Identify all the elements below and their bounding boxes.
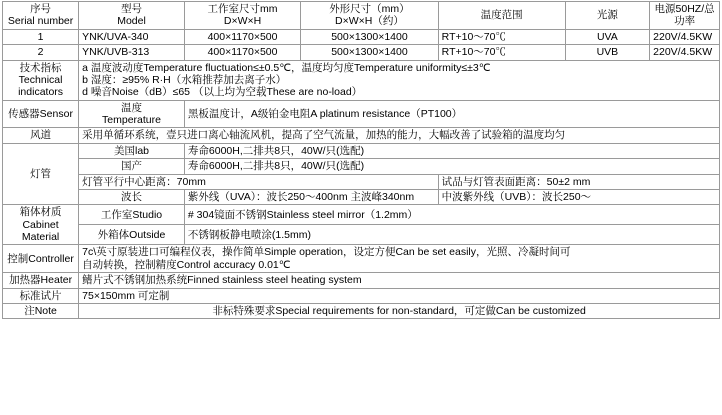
spec-row-lamp-distance	[3, 174, 720, 189]
row1-chamber: 400×1170×500	[184, 29, 300, 44]
row2-temp: RT+10～70℃	[438, 45, 565, 60]
header-outer-cn: 外形尺寸（mm）	[329, 3, 410, 15]
row1-model: YNK/UVA-340	[79, 29, 185, 44]
header-model	[79, 2, 185, 30]
row1-lamp: UVA	[565, 29, 650, 44]
header-light-source	[565, 2, 650, 30]
header-serial-en: Serial number	[7, 15, 74, 28]
sensor-sub-en: Temperature	[102, 114, 161, 126]
header-temperature-range	[438, 2, 565, 30]
header-outer-size	[301, 2, 438, 30]
technical-line-d: d 噪音Noise（dB）≤65 （以上均为空载These are no-load）	[82, 86, 363, 99]
label-cabinet-en: Cabinet Material	[21, 218, 60, 243]
label-note: 注Note	[3, 303, 79, 318]
row2-power: 220V/4.5KW	[650, 45, 720, 60]
value-note: 非标特殊要求Special requirements for non-standard，可定做Can be customized	[79, 303, 720, 318]
lamp-sub-domestic: 国产	[79, 159, 185, 174]
row1-temp: RT+10～70℃	[438, 29, 565, 44]
table-row	[3, 45, 720, 60]
label-standard-sample: 标准试片	[3, 288, 79, 303]
header-chamber-size	[184, 2, 300, 30]
lamp-sub-wavelength: 波长	[79, 189, 185, 204]
technical-line-b: b 湿度：≥95% R·H（水箱推荐加去离子水）	[82, 73, 287, 86]
label-technical-indicators	[3, 60, 79, 100]
specification-table	[2, 1, 720, 319]
header-model-en: Model	[117, 15, 146, 28]
lamp-sub-usa: 美国lab	[79, 143, 185, 158]
spec-row-heater	[3, 273, 720, 288]
table-row	[3, 29, 720, 44]
cabinet-sub-studio: 工作室Studio	[79, 205, 185, 225]
header-outer-en: D×W×H（约）	[335, 15, 404, 28]
value-air-duct: 采用单循环系统，壹只进口离心轴流风机，提高了空气流量，加热的能力，大幅改善了试验箱的温度均匀	[79, 128, 720, 143]
header-chamber-en: D×W×H	[223, 15, 262, 28]
row2-outer: 500×1300×1400	[301, 45, 438, 60]
header-serial	[3, 2, 79, 30]
spec-row-note	[3, 303, 720, 318]
row2-chamber: 400×1170×500	[184, 45, 300, 60]
header-power	[650, 2, 720, 30]
header-serial-cn: 序号	[30, 3, 52, 15]
row1-serial: 1	[3, 29, 79, 44]
value-wavelength-uva: 紫外线（UVA）：波长250～400nm 主波峰340nm	[184, 189, 438, 204]
label-sensor: 传感器Sensor	[3, 100, 79, 128]
value-sample-lamp-distance: 试品与灯管表面距离：50±2 mm	[438, 174, 719, 189]
row2-lamp: UVB	[565, 45, 650, 60]
controller-line-1: 7c\英寸原装进口可编程仪表，操作简单Simple operation，设定方便Can be set easily，光照、冷凝时间可	[82, 246, 571, 259]
table-header-row	[3, 2, 720, 30]
sensor-sub-cn: 温度	[121, 101, 143, 114]
header-chamber-cn: 工作室尺寸mm	[207, 3, 278, 15]
spec-row-lamp-domestic	[3, 159, 720, 174]
spec-row-cabinet-studio	[3, 205, 720, 225]
header-power-cn: 电源50HZ/总功率	[654, 3, 715, 28]
value-sensor: 黑板温度计，A级铂金电阻A platinum resistance（PT100）	[184, 100, 719, 128]
cabinet-sub-outside: 外箱体Outside	[79, 225, 185, 245]
label-air-duct: 风道	[3, 128, 79, 143]
value-wavelength-uvb: 中波紫外线（UVB）：波长250～	[438, 189, 719, 204]
spec-row-lamp-usa	[3, 143, 720, 158]
label-cabinet-cn: 箱体材质	[19, 206, 62, 219]
row1-power: 220V/4.5KW	[650, 29, 720, 44]
value-standard-sample: 75×150mm 可定制	[79, 288, 720, 303]
header-lamp-cn: 光源	[596, 9, 618, 22]
value-cabinet-studio: # 304镜面不锈钢Stainless steel mirror（1.2mm）	[184, 205, 719, 225]
row2-model: YNK/UVB-313	[79, 45, 185, 60]
value-technical-indicators	[79, 60, 720, 100]
spec-row-controller	[3, 245, 720, 273]
value-controller	[79, 245, 720, 273]
value-lamp-usa: 寿命6000H,二排共8只，40W/只(选配)	[184, 143, 719, 158]
controller-line-2: 自动转换，控制精度Control accuracy 0.01℃	[82, 258, 291, 271]
row1-outer: 500×1300×1400	[301, 29, 438, 44]
sensor-sub	[79, 100, 185, 128]
spec-row-air-duct	[3, 128, 720, 143]
label-lamp: 灯管	[3, 143, 79, 205]
value-lamp-domestic: 寿命6000H,二排共8只，40W/只(选配)	[184, 159, 719, 174]
spec-row-technical-indicators	[3, 60, 720, 100]
label-technical-cn: 技术指标	[19, 61, 62, 74]
label-technical-en: Technical indicators	[18, 73, 64, 99]
label-heater: 加热器Heater	[3, 273, 79, 288]
spec-row-cabinet-outside	[3, 225, 720, 245]
value-lamp-center-distance: 灯管平行中心距离：70mm	[79, 174, 439, 189]
spec-row-sensor	[3, 100, 720, 128]
technical-line-a: a 温度波动度Temperature fluctuation≤±0.5℃，温度均匀度Temperature uniformity≤±3℃	[82, 61, 491, 74]
label-controller: 控制Controller	[3, 245, 79, 273]
spec-row-lamp-wavelength	[3, 189, 720, 204]
row2-serial: 2	[3, 45, 79, 60]
value-heater: 鳍片式不锈钢加热系统Finned stainless steel heating system	[79, 273, 720, 288]
value-cabinet-outside: 不锈钢板静电喷涂(1.5mm)	[184, 225, 719, 245]
header-temp-cn: 温度范围	[480, 9, 523, 22]
spec-row-standard-sample	[3, 288, 720, 303]
label-cabinet-material	[3, 205, 79, 245]
header-model-cn: 型号	[121, 3, 143, 15]
